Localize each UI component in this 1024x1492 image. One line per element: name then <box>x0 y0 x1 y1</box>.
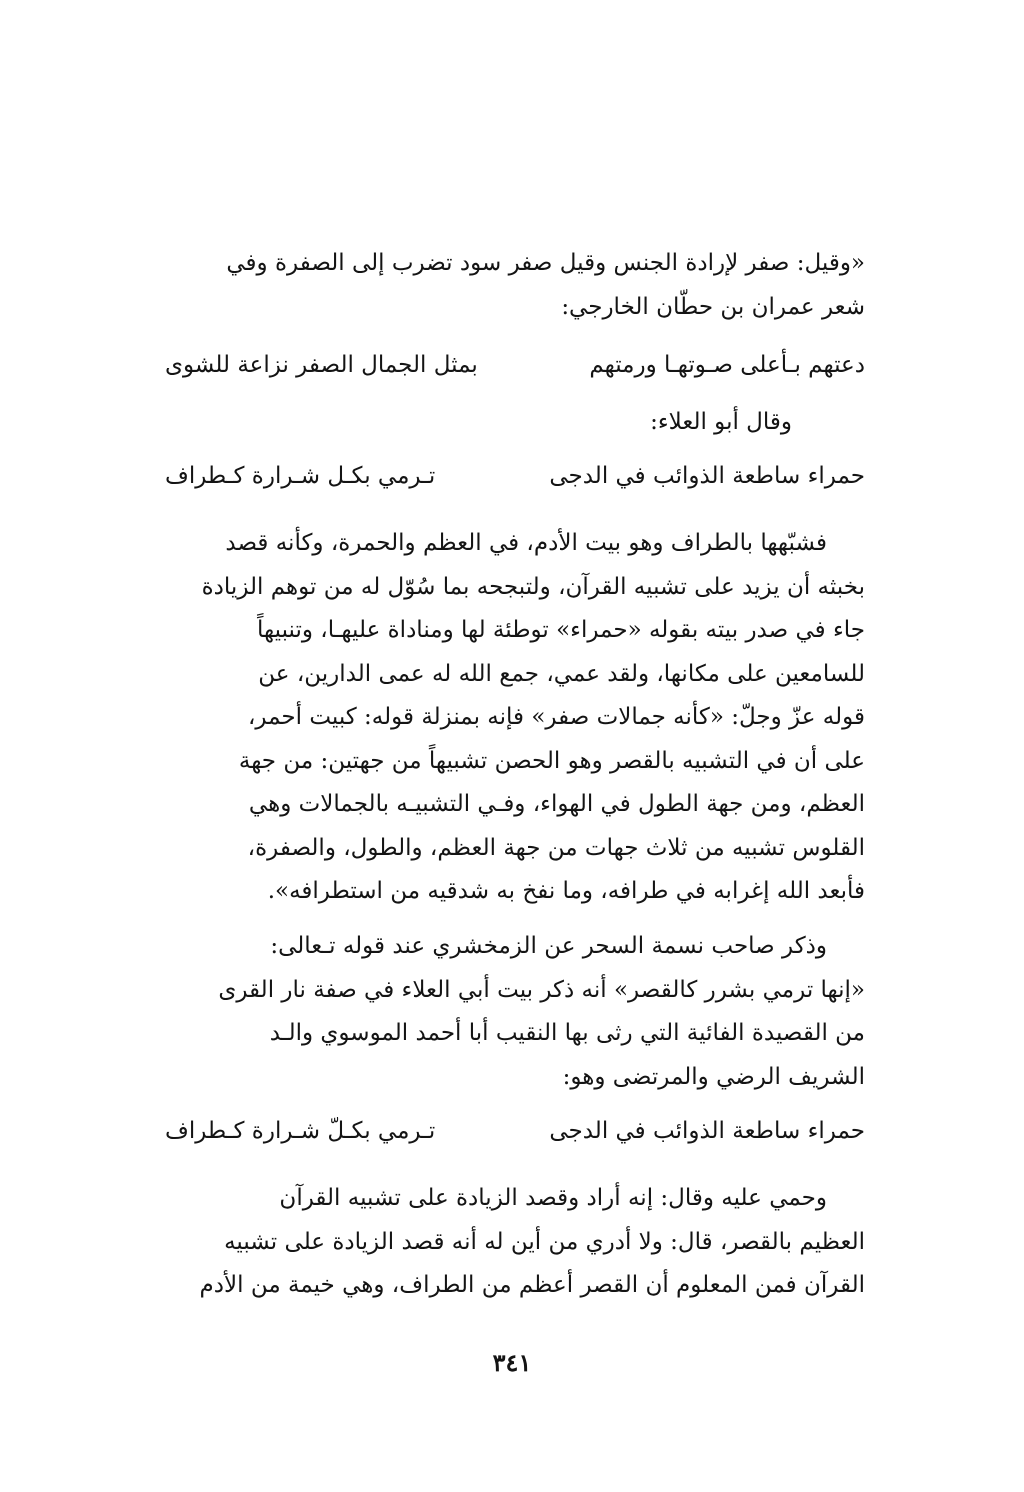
verse-second-hemistich: بمثل الجمال الصفر نزاعة للشوى <box>165 352 478 378</box>
verse-line <box>165 456 865 496</box>
text-line: للسامعين على مكانها، ولقد عمي، جمع الله له عمى الدارين، عن <box>258 660 865 687</box>
text-line: «وقيل: صفر لإرادة الجنس وقيل صفر سود تضرب إلى الصفرة وفي <box>226 250 865 276</box>
text-line: وذكر صاحب نسمة السحر عن الزمخشري عند قوله تـعالى: <box>270 933 827 959</box>
text-line: بخبثه أن يزيد على تشبيه القرآن، ولتبجحه بما سُوّل له من توهم الزيادة <box>201 573 865 600</box>
text-line: القلوس تشبيه من ثلاث جهات من جهة العظم، والطول، والصفرة، <box>247 834 865 861</box>
text-line: فشبّهها بالطراف وهو بيت الأدم، في العظم والحمرة، وكأنه قصد <box>225 530 827 556</box>
verse-first-hemistich: حمراء ساطعة الذوائب في الدجى <box>549 1118 865 1144</box>
verse-line <box>165 345 865 385</box>
verse-line <box>165 1111 865 1151</box>
verse-first-hemistich: دعتهم بـأعلى صـوتهـا ورمتهم <box>589 352 865 378</box>
verse-second-hemistich: تـرمي بكـل شـرارة كـطراف <box>165 463 436 489</box>
speaker-line: وقال أبو العلاء: <box>650 409 792 435</box>
paragraph-zamakhshari <box>165 925 865 1099</box>
text-line: قوله عزّ وجلّ: «كأنه جمالات صفر» فإنه بمنزلة قوله: كبيت أحمر، <box>247 704 865 730</box>
text-line: العظم، ومن جهة الطول في الهواء، وفـي التشبيـه بالجمالات وهي <box>248 791 865 817</box>
text-line: القرآن فمن المعلوم أن القصر أعظم من الطراف، وهي خيمة من الأدم <box>199 1272 865 1298</box>
text-line: شعر عمران بن حطّان الخارجي: <box>561 293 865 320</box>
text-line: على أن في التشبيه بالقصر وهو الحصن تشبيهاً من جهتين: من جهة <box>238 747 865 774</box>
verse-first-hemistich: حمراء ساطعة الذوائب في الدجى <box>549 463 865 489</box>
paragraph-intro <box>165 242 865 329</box>
page-number: ٣٤١ <box>492 1348 532 1377</box>
text-line: العظيم بالقصر، قال: ولا أدري من أين له أنه قصد الزيادة على تشبيه <box>224 1228 865 1255</box>
text-line: الشريف الرضي والمرتضى وهو: <box>562 1063 865 1090</box>
text-line: وحمي عليه وقال: إنه أراد وقصد الزيادة على تشبيه القرآن <box>279 1185 827 1211</box>
text-line: فأبعد الله إغرابه في طرافه، وما نفخ به شدقيه من استطرافه». <box>267 878 865 904</box>
text-line: من القصيدة الفائية التي رثى بها النقيب أبا أحمد الموسوي والـد <box>269 1020 865 1046</box>
text-line: «إنها ترمي بشرر كالقصر» أنه ذكر بيت أبي العلاء في صفة نار القرى <box>218 976 865 1003</box>
text-line: جاء في صدر بيته بقوله «حمراء» توطئة لها ومناداة عليهـا، وتنبيهاً <box>257 617 865 643</box>
paragraph-response <box>165 1177 865 1308</box>
verse-second-hemistich: تـرمي بكـلّ شـرارة كـطراف <box>165 1118 436 1144</box>
paragraph-commentary <box>165 522 865 914</box>
